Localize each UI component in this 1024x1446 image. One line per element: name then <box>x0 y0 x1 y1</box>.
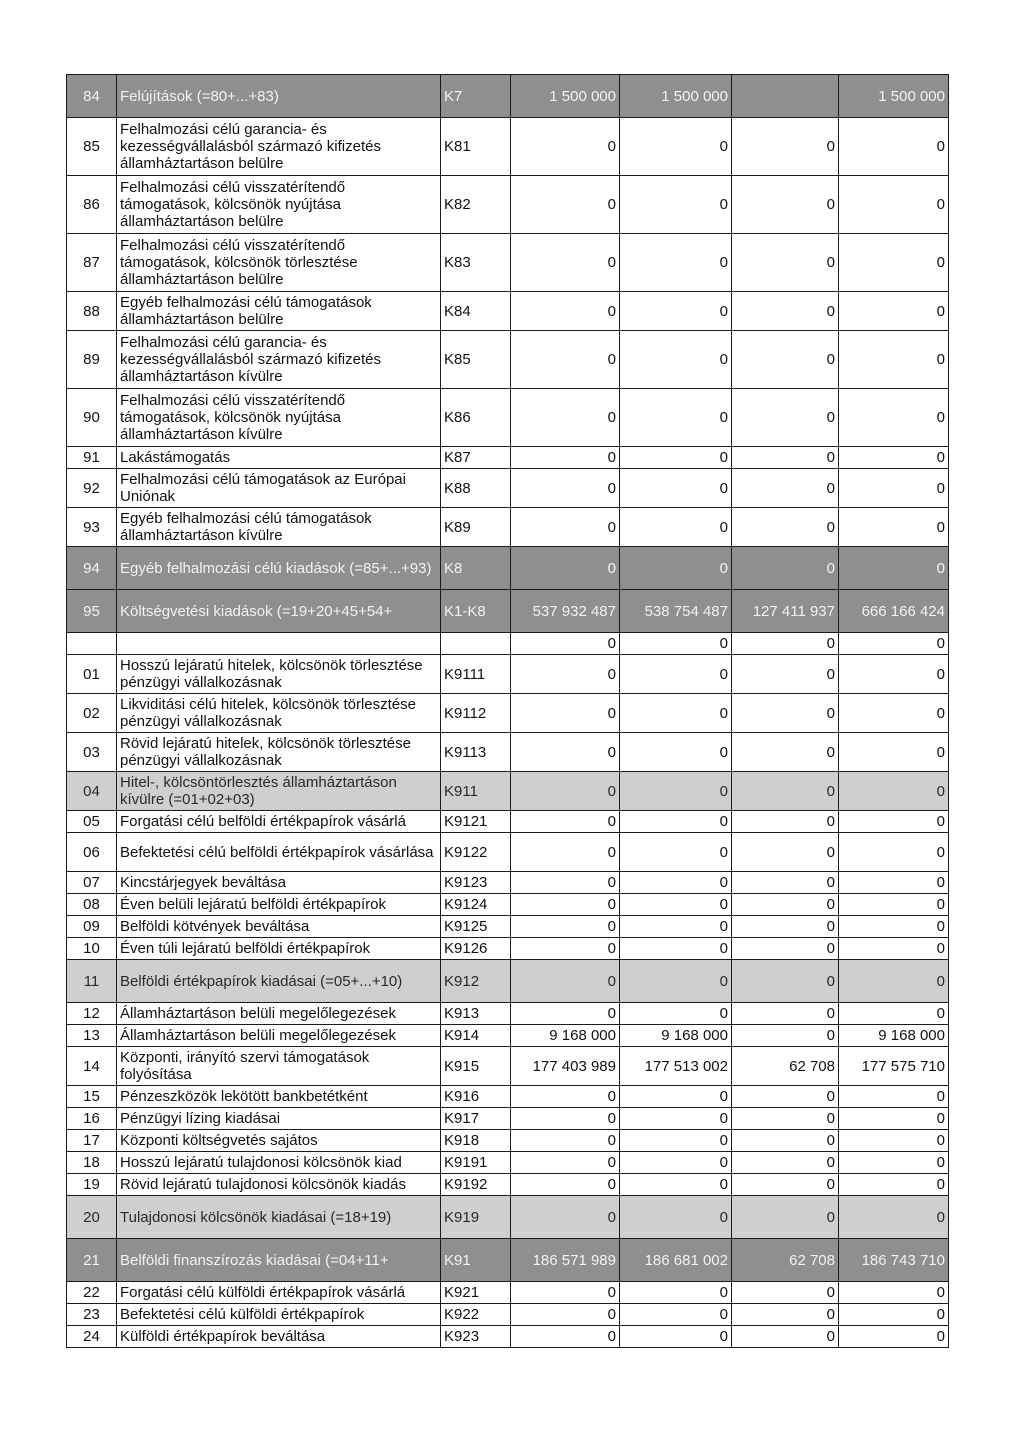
table-body <box>67 75 949 1348</box>
amount-col-2: 0 <box>620 1304 732 1326</box>
table-row <box>67 1282 949 1304</box>
row-number: 01 <box>67 655 117 694</box>
amount-col-4: 0 <box>839 938 949 960</box>
row-number: 86 <box>67 176 117 234</box>
amount-col-1: 0 <box>511 833 620 872</box>
amount-col-4: 0 <box>839 1108 949 1130</box>
amount-col-4: 0 <box>839 811 949 833</box>
amount-col-4: 0 <box>839 1003 949 1025</box>
row-code: K9125 <box>441 916 511 938</box>
row-description: Belföldi értékpapírok kiadásai (=05+...+10) <box>117 960 441 1003</box>
row-code: K85 <box>441 331 511 389</box>
amount-col-1: 0 <box>511 1326 620 1348</box>
row-description: Hitel-, kölcsöntörlesztés államháztartáson kívülre (=01+02+03) <box>117 772 441 811</box>
amount-col-3: 0 <box>732 176 839 234</box>
table-row <box>67 916 949 938</box>
row-number: 20 <box>67 1196 117 1239</box>
amount-col-3: 127 411 937 <box>732 590 839 633</box>
expenditure-table <box>66 74 949 1348</box>
row-description: Központi, irányító szervi támogatások folyósítása <box>117 1047 441 1086</box>
amount-col-4: 0 <box>839 331 949 389</box>
table-row <box>67 590 949 633</box>
row-code: K918 <box>441 1130 511 1152</box>
amount-col-1: 0 <box>511 772 620 811</box>
row-number: 10 <box>67 938 117 960</box>
row-code: K9121 <box>441 811 511 833</box>
row-number: 16 <box>67 1108 117 1130</box>
amount-col-2: 0 <box>620 331 732 389</box>
amount-col-1: 0 <box>511 694 620 733</box>
amount-col-4: 0 <box>839 733 949 772</box>
row-code: K86 <box>441 389 511 447</box>
row-description: Kincstárjegyek beváltása <box>117 872 441 894</box>
table-row <box>67 938 949 960</box>
amount-col-3: 0 <box>732 916 839 938</box>
row-description: Pénzeszközök lekötött bankbetétként <box>117 1086 441 1108</box>
amount-col-1: 0 <box>511 176 620 234</box>
amount-col-3: 0 <box>732 1086 839 1108</box>
row-description: Belföldi kötvények beváltása <box>117 916 441 938</box>
table-row <box>67 1239 949 1282</box>
row-description: Forgatási célú belföldi értékpapírok vásárlá <box>117 811 441 833</box>
amount-col-1: 0 <box>511 547 620 590</box>
row-description: Felhalmozási célú visszatérítendő támogatások, kölcsönök nyújtása államháztartáson belülre <box>117 176 441 234</box>
row-code: K89 <box>441 508 511 547</box>
amount-col-4: 186 743 710 <box>839 1239 949 1282</box>
row-number: 03 <box>67 733 117 772</box>
amount-col-1: 0 <box>511 469 620 508</box>
amount-col-3: 0 <box>732 1326 839 1348</box>
amount-col-2: 9 168 000 <box>620 1025 732 1047</box>
table-row <box>67 733 949 772</box>
row-description: Államháztartáson belüli megelőlegezések <box>117 1003 441 1025</box>
table-row <box>67 772 949 811</box>
amount-col-3: 62 708 <box>732 1239 839 1282</box>
row-number: 18 <box>67 1152 117 1174</box>
amount-col-4: 0 <box>839 833 949 872</box>
amount-col-3: 0 <box>732 1282 839 1304</box>
row-number: 13 <box>67 1025 117 1047</box>
amount-col-2: 0 <box>620 772 732 811</box>
amount-col-2: 538 754 487 <box>620 590 732 633</box>
amount-col-3: 0 <box>732 1025 839 1047</box>
amount-col-1: 0 <box>511 938 620 960</box>
amount-col-4: 0 <box>839 1326 949 1348</box>
row-code: K919 <box>441 1196 511 1239</box>
amount-col-2: 0 <box>620 733 732 772</box>
row-code: K913 <box>441 1003 511 1025</box>
row-description: Forgatási célú külföldi értékpapírok vásárlá <box>117 1282 441 1304</box>
amount-col-1: 0 <box>511 1003 620 1025</box>
row-description: Felhalmozási célú garancia- és kezességvállalásból származó kifizetés államháztartáson kívülre <box>117 331 441 389</box>
row-description: Egyéb felhalmozási célú kiadások (=85+...+93) <box>117 547 441 590</box>
amount-col-2: 0 <box>620 1196 732 1239</box>
amount-col-4: 0 <box>839 1086 949 1108</box>
amount-col-4: 0 <box>839 547 949 590</box>
row-code: K9113 <box>441 733 511 772</box>
table-row <box>67 508 949 547</box>
amount-col-1: 537 932 487 <box>511 590 620 633</box>
amount-col-2: 0 <box>620 916 732 938</box>
amount-col-4: 0 <box>839 389 949 447</box>
amount-col-2: 0 <box>620 1326 732 1348</box>
row-description: Külföldi értékpapírok beváltása <box>117 1326 441 1348</box>
amount-col-3: 0 <box>732 234 839 292</box>
table-row <box>67 833 949 872</box>
table-row <box>67 469 949 508</box>
row-number: 94 <box>67 547 117 590</box>
amount-col-4: 0 <box>839 1130 949 1152</box>
amount-col-3: 0 <box>732 833 839 872</box>
amount-col-4: 0 <box>839 1282 949 1304</box>
row-description: Rövid lejáratú tulajdonosi kölcsönök kiadás <box>117 1174 441 1196</box>
amount-col-4: 0 <box>839 694 949 733</box>
row-code: K82 <box>441 176 511 234</box>
row-description: Befektetési célú belföldi értékpapírok vásárlása <box>117 833 441 872</box>
amount-col-2: 0 <box>620 447 732 469</box>
row-code: K916 <box>441 1086 511 1108</box>
row-number: 08 <box>67 894 117 916</box>
row-number: 07 <box>67 872 117 894</box>
table-row <box>67 447 949 469</box>
row-code: K921 <box>441 1282 511 1304</box>
amount-col-3: 0 <box>732 872 839 894</box>
row-description: Éven belüli lejáratú belföldi értékpapírok <box>117 894 441 916</box>
amount-col-1: 0 <box>511 447 620 469</box>
row-code: K83 <box>441 234 511 292</box>
amount-col-1: 0 <box>511 960 620 1003</box>
table-row <box>67 633 949 655</box>
row-code: K915 <box>441 1047 511 1086</box>
row-code: K9126 <box>441 938 511 960</box>
amount-col-1: 0 <box>511 1130 620 1152</box>
row-number: 14 <box>67 1047 117 1086</box>
table-row <box>67 1174 949 1196</box>
row-description: Belföldi finanszírozás kiadásai (=04+11+ <box>117 1239 441 1282</box>
amount-col-1: 0 <box>511 1196 620 1239</box>
row-description: Likviditási célú hitelek, kölcsönök törlesztése pénzügyi vállalkozásnak <box>117 694 441 733</box>
amount-col-2: 0 <box>620 833 732 872</box>
table-row <box>67 872 949 894</box>
row-description: Egyéb felhalmozási célú támogatások államháztartáson belülre <box>117 292 441 331</box>
amount-col-1: 0 <box>511 1282 620 1304</box>
row-description: Lakástámogatás <box>117 447 441 469</box>
row-code: K917 <box>441 1108 511 1130</box>
row-description: Felújítások (=80+...+83) <box>117 75 441 118</box>
amount-col-1: 0 <box>511 1086 620 1108</box>
amount-col-4: 0 <box>839 447 949 469</box>
amount-col-1: 0 <box>511 811 620 833</box>
table-row <box>67 547 949 590</box>
table-row <box>67 292 949 331</box>
amount-col-2: 0 <box>620 894 732 916</box>
table-row <box>67 118 949 176</box>
row-number: 06 <box>67 833 117 872</box>
amount-col-1: 0 <box>511 916 620 938</box>
amount-col-2: 0 <box>620 655 732 694</box>
table-row <box>67 655 949 694</box>
row-description: Felhalmozási célú garancia- és kezességvállalásból származó kifizetés államháztartáson belülre <box>117 118 441 176</box>
amount-col-4: 0 <box>839 655 949 694</box>
amount-col-3: 0 <box>732 469 839 508</box>
row-number: 91 <box>67 447 117 469</box>
amount-col-4: 0 <box>839 292 949 331</box>
amount-col-2: 0 <box>620 469 732 508</box>
amount-col-2: 0 <box>620 547 732 590</box>
row-number: 22 <box>67 1282 117 1304</box>
amount-col-2: 0 <box>620 118 732 176</box>
amount-col-4: 0 <box>839 176 949 234</box>
row-description <box>117 633 441 655</box>
row-code: K922 <box>441 1304 511 1326</box>
amount-col-2: 0 <box>620 694 732 733</box>
row-number: 85 <box>67 118 117 176</box>
table-row <box>67 331 949 389</box>
table-row <box>67 811 949 833</box>
amount-col-4: 0 <box>839 1196 949 1239</box>
amount-col-2: 0 <box>620 1174 732 1196</box>
table-row <box>67 1130 949 1152</box>
row-description: Pénzügyi lízing kiadásai <box>117 1108 441 1130</box>
row-code <box>441 633 511 655</box>
amount-col-3: 0 <box>732 1130 839 1152</box>
row-number: 92 <box>67 469 117 508</box>
row-number: 04 <box>67 772 117 811</box>
row-code: K9111 <box>441 655 511 694</box>
table-row <box>67 389 949 447</box>
amount-col-3 <box>732 75 839 118</box>
amount-col-3: 0 <box>732 694 839 733</box>
row-code: K84 <box>441 292 511 331</box>
row-number: 19 <box>67 1174 117 1196</box>
row-code: K9192 <box>441 1174 511 1196</box>
amount-col-4: 0 <box>839 772 949 811</box>
row-description: Egyéb felhalmozási célú támogatások államháztartáson kívülre <box>117 508 441 547</box>
row-description: Központi költségvetés sajátos <box>117 1130 441 1152</box>
row-code: K9123 <box>441 872 511 894</box>
table-row <box>67 694 949 733</box>
table-row <box>67 1086 949 1108</box>
row-code: K912 <box>441 960 511 1003</box>
amount-col-3: 0 <box>732 733 839 772</box>
amount-col-3: 0 <box>732 772 839 811</box>
row-number: 24 <box>67 1326 117 1348</box>
row-number: 05 <box>67 811 117 833</box>
amount-col-2: 0 <box>620 938 732 960</box>
amount-col-2: 1 500 000 <box>620 75 732 118</box>
row-code: K9191 <box>441 1152 511 1174</box>
amount-col-2: 0 <box>620 811 732 833</box>
amount-col-2: 0 <box>620 872 732 894</box>
row-description: Költségvetési kiadások (=19+20+45+54+ <box>117 590 441 633</box>
amount-col-3: 0 <box>732 960 839 1003</box>
amount-col-4: 666 166 424 <box>839 590 949 633</box>
table-row <box>67 1003 949 1025</box>
amount-col-3: 0 <box>732 1003 839 1025</box>
row-number: 90 <box>67 389 117 447</box>
amount-col-3: 0 <box>732 1304 839 1326</box>
amount-col-3: 0 <box>732 447 839 469</box>
row-number: 84 <box>67 75 117 118</box>
amount-col-4: 0 <box>839 894 949 916</box>
row-number: 17 <box>67 1130 117 1152</box>
amount-col-2: 0 <box>620 633 732 655</box>
amount-col-4: 0 <box>839 1152 949 1174</box>
amount-col-2: 0 <box>620 1152 732 1174</box>
table-row <box>67 234 949 292</box>
amount-col-1: 186 571 989 <box>511 1239 620 1282</box>
row-number: 23 <box>67 1304 117 1326</box>
amount-col-1: 0 <box>511 894 620 916</box>
amount-col-4: 0 <box>839 633 949 655</box>
row-description: Államháztartáson belüli megelőlegezések <box>117 1025 441 1047</box>
row-code: K9124 <box>441 894 511 916</box>
row-code: K81 <box>441 118 511 176</box>
row-code: K9122 <box>441 833 511 872</box>
row-number: 21 <box>67 1239 117 1282</box>
amount-col-2: 177 513 002 <box>620 1047 732 1086</box>
amount-col-3: 0 <box>732 508 839 547</box>
amount-col-3: 0 <box>732 894 839 916</box>
row-number: 09 <box>67 916 117 938</box>
table-row <box>67 1196 949 1239</box>
amount-col-1: 177 403 989 <box>511 1047 620 1086</box>
row-code: K88 <box>441 469 511 508</box>
row-description: Hosszú lejáratú tulajdonosi kölcsönök kiad <box>117 1152 441 1174</box>
table-row <box>67 1326 949 1348</box>
amount-col-3: 0 <box>732 331 839 389</box>
row-code: K7 <box>441 75 511 118</box>
row-code: K914 <box>441 1025 511 1047</box>
row-number: 95 <box>67 590 117 633</box>
amount-col-1: 0 <box>511 1152 620 1174</box>
amount-col-4: 0 <box>839 1174 949 1196</box>
row-number <box>67 633 117 655</box>
amount-col-3: 0 <box>732 655 839 694</box>
row-description: Rövid lejáratú hitelek, kölcsönök törlesztése pénzügyi vállalkozásnak <box>117 733 441 772</box>
amount-col-2: 0 <box>620 1086 732 1108</box>
amount-col-3: 0 <box>732 633 839 655</box>
amount-col-4: 0 <box>839 118 949 176</box>
amount-col-4: 0 <box>839 916 949 938</box>
table-row <box>67 894 949 916</box>
row-description: Felhalmozási célú visszatérítendő támogatások, kölcsönök törlesztése államháztartáson belülre <box>117 234 441 292</box>
table-row <box>67 960 949 1003</box>
row-code: K91 <box>441 1239 511 1282</box>
amount-col-1: 0 <box>511 872 620 894</box>
amount-col-4: 9 168 000 <box>839 1025 949 1047</box>
amount-col-2: 0 <box>620 1003 732 1025</box>
amount-col-4: 1 500 000 <box>839 75 949 118</box>
amount-col-3: 0 <box>732 1108 839 1130</box>
amount-col-1: 0 <box>511 1108 620 1130</box>
row-number: 87 <box>67 234 117 292</box>
row-code: K1-K8 <box>441 590 511 633</box>
amount-col-4: 0 <box>839 508 949 547</box>
amount-col-1: 0 <box>511 118 620 176</box>
row-description: Befektetési célú külföldi értékpapírok <box>117 1304 441 1326</box>
row-number: 02 <box>67 694 117 733</box>
amount-col-1: 9 168 000 <box>511 1025 620 1047</box>
row-number: 11 <box>67 960 117 1003</box>
amount-col-2: 0 <box>620 234 732 292</box>
amount-col-2: 0 <box>620 960 732 1003</box>
amount-col-4: 177 575 710 <box>839 1047 949 1086</box>
row-description: Hosszú lejáratú hitelek, kölcsönök törlesztése pénzügyi vállalkozásnak <box>117 655 441 694</box>
table-row <box>67 1304 949 1326</box>
amount-col-1: 0 <box>511 331 620 389</box>
amount-col-2: 0 <box>620 1108 732 1130</box>
row-code: K911 <box>441 772 511 811</box>
table-row <box>67 1152 949 1174</box>
amount-col-2: 186 681 002 <box>620 1239 732 1282</box>
table-row <box>67 176 949 234</box>
amount-col-2: 0 <box>620 1282 732 1304</box>
amount-col-4: 0 <box>839 1304 949 1326</box>
amount-col-3: 0 <box>732 292 839 331</box>
amount-col-2: 0 <box>620 1130 732 1152</box>
row-number: 93 <box>67 508 117 547</box>
amount-col-4: 0 <box>839 234 949 292</box>
amount-col-1: 0 <box>511 733 620 772</box>
amount-col-4: 0 <box>839 960 949 1003</box>
amount-col-1: 1 500 000 <box>511 75 620 118</box>
row-code: K8 <box>441 547 511 590</box>
amount-col-2: 0 <box>620 176 732 234</box>
row-description: Tulajdonosi kölcsönök kiadásai (=18+19) <box>117 1196 441 1239</box>
budget-sheet <box>66 74 948 1348</box>
amount-col-1: 0 <box>511 633 620 655</box>
amount-col-3: 0 <box>732 1152 839 1174</box>
row-description: Éven túli lejáratú belföldi értékpapírok <box>117 938 441 960</box>
amount-col-3: 0 <box>732 1174 839 1196</box>
amount-col-3: 0 <box>732 938 839 960</box>
amount-col-3: 0 <box>732 389 839 447</box>
amount-col-3: 62 708 <box>732 1047 839 1086</box>
row-code: K923 <box>441 1326 511 1348</box>
amount-col-1: 0 <box>511 1174 620 1196</box>
amount-col-2: 0 <box>620 389 732 447</box>
row-description: Felhalmozási célú támogatások az Európai Uniónak <box>117 469 441 508</box>
amount-col-2: 0 <box>620 508 732 547</box>
row-number: 15 <box>67 1086 117 1108</box>
amount-col-4: 0 <box>839 872 949 894</box>
row-description: Felhalmozási célú visszatérítendő támogatások, kölcsönök nyújtása államháztartáson kívülre <box>117 389 441 447</box>
row-number: 88 <box>67 292 117 331</box>
row-number: 89 <box>67 331 117 389</box>
amount-col-3: 0 <box>732 547 839 590</box>
amount-col-1: 0 <box>511 508 620 547</box>
row-number: 12 <box>67 1003 117 1025</box>
table-row <box>67 1047 949 1086</box>
amount-col-1: 0 <box>511 292 620 331</box>
amount-col-3: 0 <box>732 118 839 176</box>
amount-col-2: 0 <box>620 292 732 331</box>
amount-col-1: 0 <box>511 655 620 694</box>
amount-col-1: 0 <box>511 234 620 292</box>
row-code: K9112 <box>441 694 511 733</box>
amount-col-3: 0 <box>732 1196 839 1239</box>
amount-col-1: 0 <box>511 389 620 447</box>
table-row <box>67 75 949 118</box>
row-code: K87 <box>441 447 511 469</box>
table-row <box>67 1108 949 1130</box>
amount-col-1: 0 <box>511 1304 620 1326</box>
amount-col-4: 0 <box>839 469 949 508</box>
amount-col-3: 0 <box>732 811 839 833</box>
table-row <box>67 1025 949 1047</box>
